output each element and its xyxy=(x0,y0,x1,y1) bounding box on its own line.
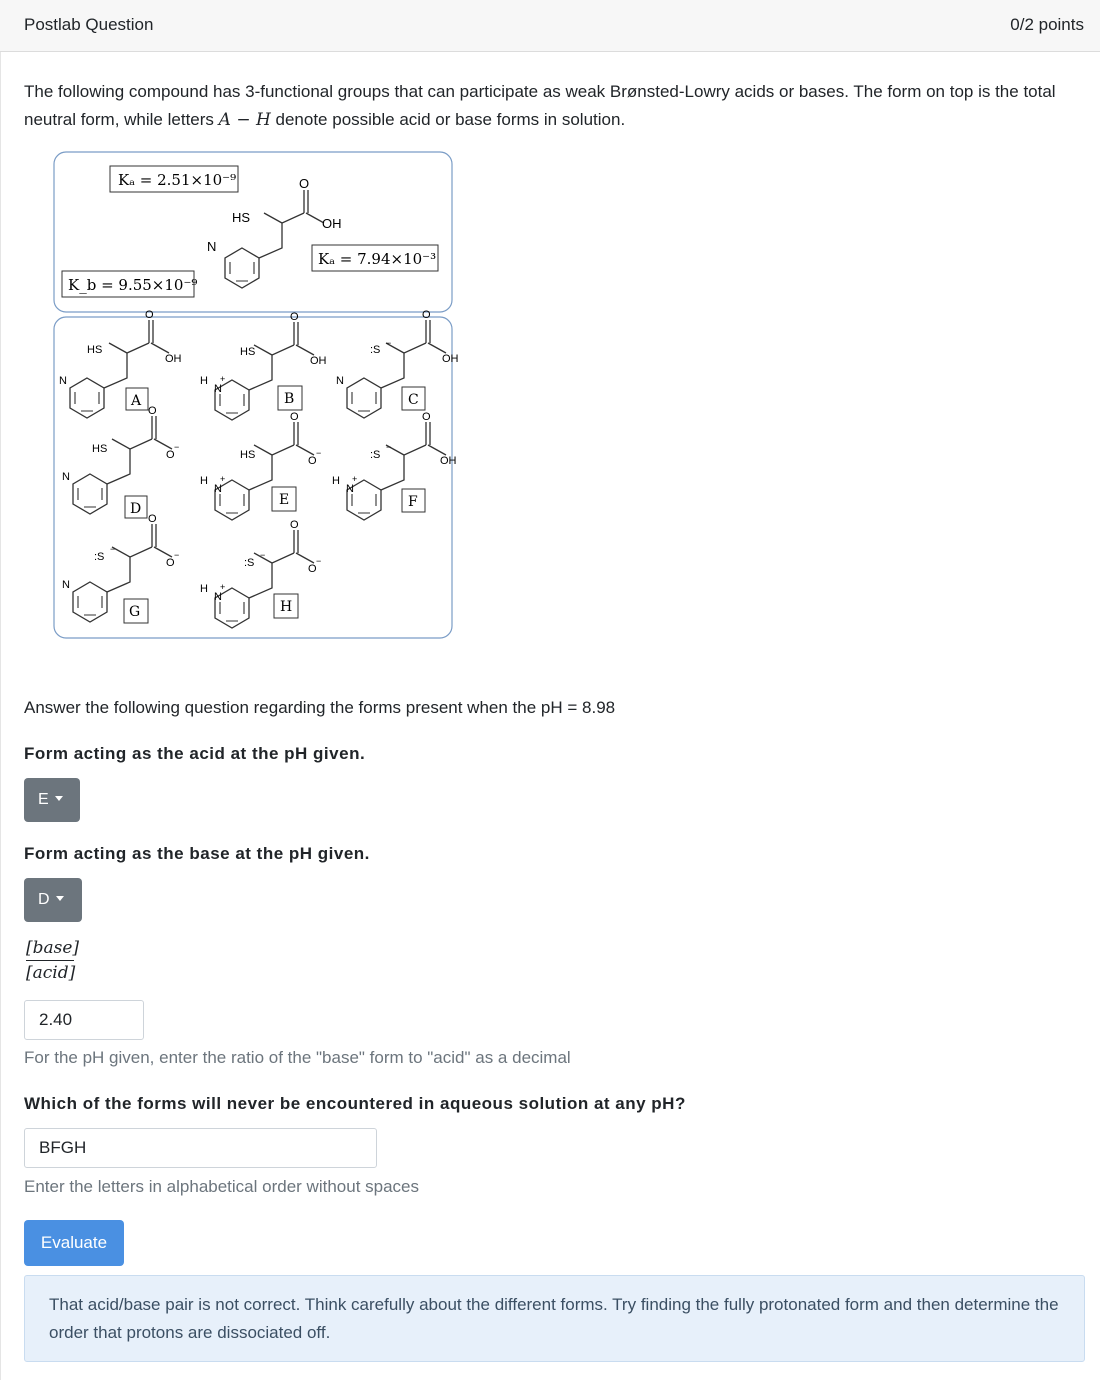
ratio-denominator: [acid] xyxy=(26,963,76,983)
compound-figure xyxy=(52,150,462,645)
form-e-o-anion: O xyxy=(308,455,317,467)
form-f-tag xyxy=(402,489,425,512)
never-forms-input[interactable] xyxy=(24,1128,377,1168)
form-e-s: HS xyxy=(240,449,256,461)
points-indicator: 0/2 points xyxy=(1010,15,1084,34)
ka1-box xyxy=(110,166,238,192)
form-h-n: N xyxy=(214,591,222,603)
form-f-o: O xyxy=(422,411,431,423)
ratio-help-text: For the pH given, enter the ratio of the "base" form to "acid" as a decimal xyxy=(24,1048,571,1067)
form-f-plus: + xyxy=(352,474,358,484)
evaluate-button[interactable]: Evaluate xyxy=(24,1220,124,1266)
form-e-n: N xyxy=(214,483,222,495)
form-g-n: N xyxy=(62,579,70,591)
form-c-letter: C xyxy=(408,392,419,408)
form-h-minus2: − xyxy=(316,556,322,566)
carbonyl-o-label: O xyxy=(299,176,310,191)
form-d-o: O xyxy=(148,405,157,417)
form-f-n: N xyxy=(346,483,354,495)
form-f-s: :S xyxy=(370,449,381,461)
form-c-n: N xyxy=(336,375,344,387)
form-c-oh: OH xyxy=(442,353,459,365)
form-b-o: O xyxy=(290,311,299,323)
acid-form-selected: E xyxy=(38,791,49,808)
base-form-dropdown[interactable] xyxy=(24,878,82,922)
form-g-minus: − xyxy=(110,544,116,554)
form-g-letter: G xyxy=(129,604,141,620)
never-forms-label: Which of the forms will never be encountered in aqueous solution at any pH? xyxy=(24,1094,686,1113)
ratio-fraction xyxy=(26,938,80,983)
intro-text xyxy=(24,78,1080,134)
form-a-n: N xyxy=(59,375,67,387)
form-b-n: N xyxy=(214,383,222,395)
base-form-selected: D xyxy=(38,891,50,908)
hydroxyl-label: OH xyxy=(322,216,342,231)
acid-form-dropdown[interactable] xyxy=(24,778,80,822)
form-d-tag xyxy=(125,496,147,518)
form-h-minus: − xyxy=(260,550,266,560)
form-d-minus: − xyxy=(174,442,180,452)
form-d-o-anion: O xyxy=(166,449,175,461)
base-form-label: Form acting as the base at the pH given. xyxy=(24,844,370,863)
form-b-oh: OH xyxy=(310,355,327,367)
form-g-o: O xyxy=(148,513,157,525)
form-h-h: H xyxy=(200,583,208,595)
form-b-tag xyxy=(278,386,302,410)
form-b-s: HS xyxy=(240,346,256,358)
thiol-label: HS xyxy=(232,210,251,225)
ka2-label: Kₐ = 7.94×10⁻³ xyxy=(318,250,437,268)
form-e-plus: + xyxy=(220,474,226,484)
ka1-label: Kₐ = 2.51×10⁻⁹ xyxy=(118,171,237,189)
form-a-letter: A xyxy=(131,393,142,409)
form-h-plus: + xyxy=(220,582,226,592)
form-h-letter: H xyxy=(280,599,293,615)
form-g-o-anion: O xyxy=(166,557,175,569)
form-b-h: H xyxy=(200,375,208,387)
form-f-minus: − xyxy=(386,442,392,452)
form-g-tag xyxy=(124,599,148,623)
intro-math: A − H xyxy=(218,110,271,130)
form-e-o: O xyxy=(290,411,299,423)
form-g-minus2: − xyxy=(174,550,180,560)
form-b-plus: + xyxy=(220,374,226,384)
ratio-input[interactable] xyxy=(24,1000,144,1040)
form-c-minus: − xyxy=(386,338,392,348)
form-f-letter: F xyxy=(408,494,418,510)
form-b-letter: B xyxy=(284,391,295,407)
forms-panel xyxy=(54,317,452,638)
feedback-message: That acid/base pair is not correct. Think carefully about the different forms. Try finding the fully protonated form and then determine the order that protons are dissociated off. xyxy=(24,1275,1085,1362)
card-header xyxy=(0,0,1100,52)
form-f-h: H xyxy=(332,475,340,487)
form-h-o: O xyxy=(290,519,299,531)
question-prompt: Answer the following question regarding the forms present when the pH = 8.98 xyxy=(24,698,616,717)
form-h-s: :S xyxy=(244,557,255,569)
form-e-tag xyxy=(272,487,296,511)
form-c-s: :S xyxy=(370,344,381,356)
intro-text-after: denote possible acid or base forms in solution. xyxy=(270,110,626,129)
form-e-minus: − xyxy=(316,448,322,458)
form-e-letter: E xyxy=(279,492,290,508)
form-a-oh: OH xyxy=(165,353,182,365)
form-d-letter: D xyxy=(130,501,142,517)
kb-label: K_b = 9.55×10⁻⁹ xyxy=(68,276,198,294)
question-title: Postlab Question xyxy=(24,15,154,34)
acid-form-label: Form acting as the acid at the pH given. xyxy=(24,744,366,763)
ka2-box xyxy=(312,245,438,271)
caret-down-icon xyxy=(55,796,63,801)
intro-text-before: The following compound has 3-functional groups that can participate as weak Brønsted-Lowry acids or bases. The form on top is the total neutral form, while letters xyxy=(24,82,1056,129)
form-h-tag xyxy=(274,594,298,618)
ratio-numerator: [base] xyxy=(26,938,74,961)
form-c-o: O xyxy=(422,309,431,321)
form-a-o: O xyxy=(145,309,154,321)
caret-down-icon xyxy=(56,896,64,901)
form-c-tag xyxy=(402,387,425,410)
form-a-s: HS xyxy=(87,344,103,356)
form-g-s: :S xyxy=(94,551,105,563)
kb-box xyxy=(62,271,197,297)
form-a-tag xyxy=(126,388,148,410)
form-e-h: H xyxy=(200,475,208,487)
never-forms-help-text: Enter the letters in alphabetical order without spaces xyxy=(24,1177,420,1196)
form-f-oh: OH xyxy=(440,455,457,467)
card-left-border xyxy=(0,52,1,1380)
form-d-s: HS xyxy=(92,443,108,455)
form-h-o-anion: O xyxy=(308,563,317,575)
form-d-n: N xyxy=(62,471,70,483)
nitrogen-label: N xyxy=(207,239,217,254)
